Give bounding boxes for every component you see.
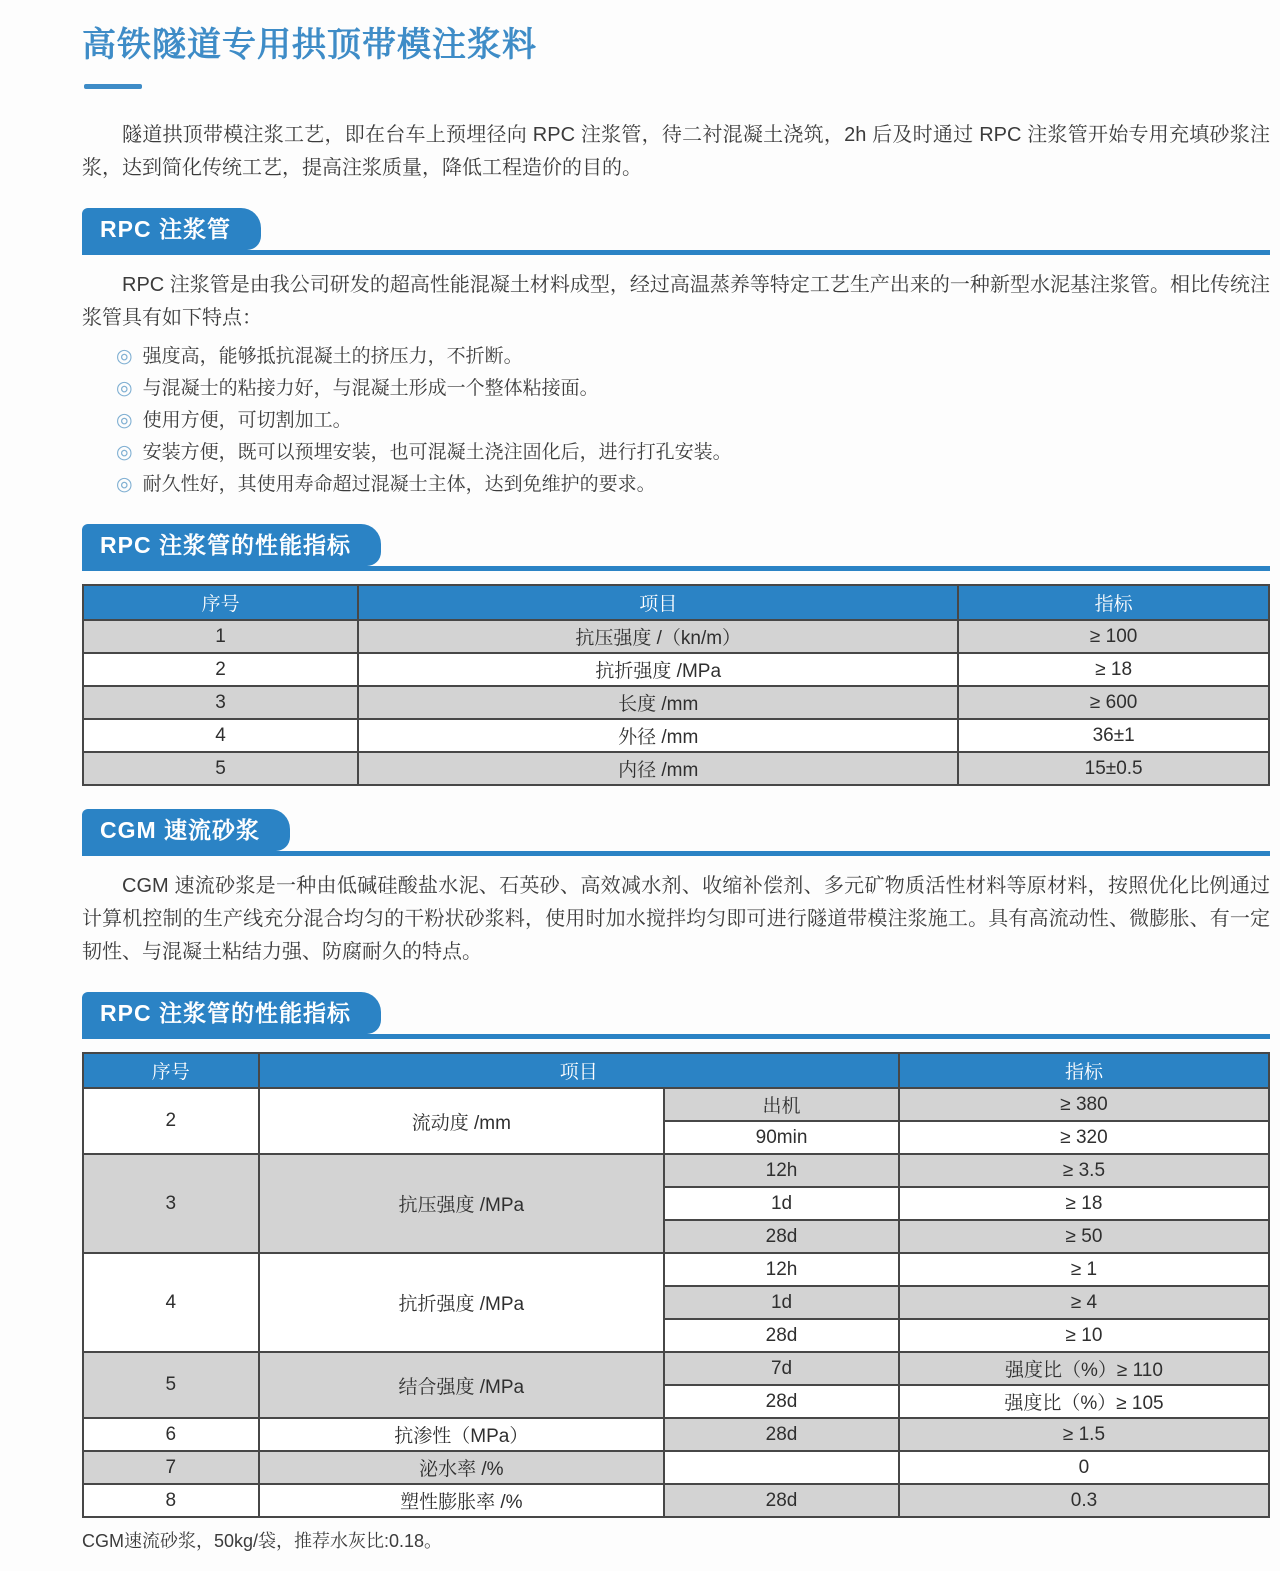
cell-value: ≥ 1.5 (899, 1418, 1269, 1451)
feature-bullet-item (116, 341, 1270, 373)
header-cell-no: 序号 (83, 585, 358, 620)
cell-no: 3 (83, 686, 358, 719)
table-row (83, 719, 1269, 752)
cell-no: 3 (83, 1154, 259, 1253)
table-row (83, 1088, 1269, 1121)
rpc-feature-list (82, 341, 1270, 501)
double-circle-bullet-icon: ◎ (116, 410, 133, 431)
section-header-cgm (82, 809, 1270, 856)
cell-value: 强度比（%）≥ 105 (899, 1385, 1269, 1418)
feature-bullet-item (116, 373, 1270, 405)
cell-condition: 1d (664, 1187, 899, 1220)
header-cell-no: 序号 (83, 1053, 259, 1088)
table-row (83, 686, 1269, 719)
document-content (82, 24, 1270, 1553)
feature-bullet-item (116, 437, 1270, 469)
cell-item: 流动度 /mm (259, 1088, 665, 1154)
double-circle-bullet-icon: ◎ (116, 474, 133, 495)
cell-value: 强度比（%）≥ 110 (899, 1352, 1269, 1385)
cell-no: 5 (83, 752, 358, 785)
table-header-row (83, 1053, 1269, 1088)
rpc-pipe-paragraph: RPC 注浆管是由我公司研发的超高性能混凝土材料成型，经过高温蒸养等特定工艺生产出来的一种新型水泥基注浆管。相比传统注浆管具有如下特点： (82, 274, 1270, 329)
cell-condition: 90min (664, 1121, 899, 1154)
feature-bullet-item (116, 405, 1270, 437)
feature-bullet-text: 耐久性好，其使用寿命超过混凝士主体，达到免维护的要求。 (142, 474, 656, 495)
table-row (83, 653, 1269, 686)
cell-condition: 1d (664, 1286, 899, 1319)
cell-item: 内径 /mm (358, 752, 958, 785)
table-row (83, 1418, 1269, 1451)
header-cell-item: 项目 (358, 585, 958, 620)
cell-value: ≥ 100 (958, 620, 1269, 653)
page-title: 高铁隧道专用拱顶带模注浆料 (82, 26, 537, 64)
cell-value: 15±0.5 (958, 752, 1269, 785)
cell-no: 4 (83, 719, 358, 752)
cell-item: 塑性膨胀率 /% (259, 1484, 665, 1517)
table-row (83, 1154, 1269, 1187)
cell-value: ≥ 380 (899, 1088, 1269, 1121)
cell-condition: 28d (664, 1319, 899, 1352)
cell-condition: 28d (664, 1484, 899, 1517)
cell-item: 结合强度 /MPa (259, 1352, 665, 1418)
cell-value: ≥ 10 (899, 1319, 1269, 1352)
table-row (83, 1451, 1269, 1484)
table-row (83, 1352, 1269, 1385)
feature-bullet-text: 安装方便，既可以预埋安装，也可混凝土浇注固化后，进行打孔安装。 (142, 442, 732, 463)
table-header-row (83, 585, 1269, 620)
section-header-cgm-table (82, 992, 1270, 1039)
cell-condition: 12h (664, 1253, 899, 1286)
table-row (83, 752, 1269, 785)
cell-no: 7 (83, 1451, 259, 1484)
cell-value: ≥ 18 (899, 1187, 1269, 1220)
rpc-performance-table (82, 584, 1270, 786)
cell-item: 抗折强度 /MPa (259, 1253, 665, 1352)
section-header-rpc-table (82, 524, 1270, 571)
double-circle-bullet-icon: ◎ (116, 378, 133, 399)
feature-bullet-item (116, 469, 1270, 501)
cell-no: 2 (83, 1088, 259, 1154)
section-tab-cgm: CGM 速流砂浆 (82, 809, 290, 851)
cell-item: 抗压强度 /（kn/m） (358, 620, 958, 653)
cell-condition (664, 1451, 899, 1484)
cell-value: ≥ 320 (899, 1121, 1269, 1154)
table-row (83, 620, 1269, 653)
cell-value: ≥ 50 (899, 1220, 1269, 1253)
cell-item: 抗渗性（MPa） (259, 1418, 665, 1451)
cell-no: 5 (83, 1352, 259, 1418)
cell-condition: 28d (664, 1418, 899, 1451)
header-cell-item: 项目 (259, 1053, 899, 1088)
table-row (83, 1484, 1269, 1517)
cell-value: ≥ 600 (958, 686, 1269, 719)
cell-condition: 7d (664, 1352, 899, 1385)
cell-item: 抗折强度 /MPa (358, 653, 958, 686)
cell-no: 2 (83, 653, 358, 686)
cell-condition: 28d (664, 1220, 899, 1253)
cell-item: 长度 /mm (358, 686, 958, 719)
cell-condition: 12h (664, 1154, 899, 1187)
section-tab-cgm-table: RPC 注浆管的性能指标 (82, 992, 381, 1034)
cell-value: ≥ 1 (899, 1253, 1269, 1286)
cell-no: 4 (83, 1253, 259, 1352)
section-tab-rpc-table: RPC 注浆管的性能指标 (82, 524, 381, 566)
cell-no: 8 (83, 1484, 259, 1517)
cell-value: ≥ 3.5 (899, 1154, 1269, 1187)
cell-item: 泌水率 /% (259, 1451, 665, 1484)
double-circle-bullet-icon: ◎ (116, 442, 133, 463)
feature-bullet-text: 与混凝士的粘接力好，与混凝土形成一个整体粘接面。 (142, 378, 599, 399)
cell-condition: 28d (664, 1385, 899, 1418)
cell-item: 抗压强度 /MPa (259, 1154, 665, 1253)
cell-condition: 出机 (664, 1088, 899, 1121)
cell-value: ≥ 4 (899, 1286, 1269, 1319)
feature-bullet-text: 强度高，能够抵抗混凝土的挤压力，不折断。 (142, 346, 523, 367)
cell-item: 外径 /mm (358, 719, 958, 752)
header-cell-value: 指标 (899, 1053, 1269, 1088)
section-header-rpc-pipe (82, 208, 1270, 255)
cell-no: 1 (83, 620, 358, 653)
table-row (83, 1253, 1269, 1286)
cell-no: 6 (83, 1418, 259, 1451)
title-underline (84, 84, 142, 89)
cell-value: 36±1 (958, 719, 1269, 752)
section-tab-rpc-pipe: RPC 注浆管 (82, 208, 261, 250)
cgm-paragraph: CGM 速流砂浆是一种由低碱硅酸盐水泥、石英砂、高效减水剂、收缩补偿剂、多元矿物质活性材料等原材料，按照优化比例通过计算机控制的生产线充分混合均匀的干粉状砂浆料，使用时加水搅拌均匀即可进行隧道带模注浆施工。具有高流动性、微膨胀、有一定韧性、与混凝土粘结力强、防腐耐久的特点。 (82, 875, 1270, 963)
double-circle-bullet-icon: ◎ (116, 346, 133, 367)
cgm-performance-table (82, 1052, 1270, 1518)
cell-value: 0.3 (899, 1484, 1269, 1517)
intro-paragraph: 隧道拱顶带模注浆工艺，即在台车上预埋径向 RPC 注浆管，待二衬混凝土浇筑，2h 后及时通过 RPC 注浆管开始专用充填砂浆注浆，达到简化传统工艺，提高注浆质量，降低工程造价的目的。 (82, 124, 1270, 179)
cell-value: ≥ 18 (958, 653, 1269, 686)
footer-note: CGM速流砂浆，50kg/袋，推荐水灰比:0.18。 (82, 1531, 443, 1551)
header-cell-value: 指标 (958, 585, 1269, 620)
cell-value: 0 (899, 1451, 1269, 1484)
feature-bullet-text: 使用方便，可切割加工。 (142, 410, 352, 431)
